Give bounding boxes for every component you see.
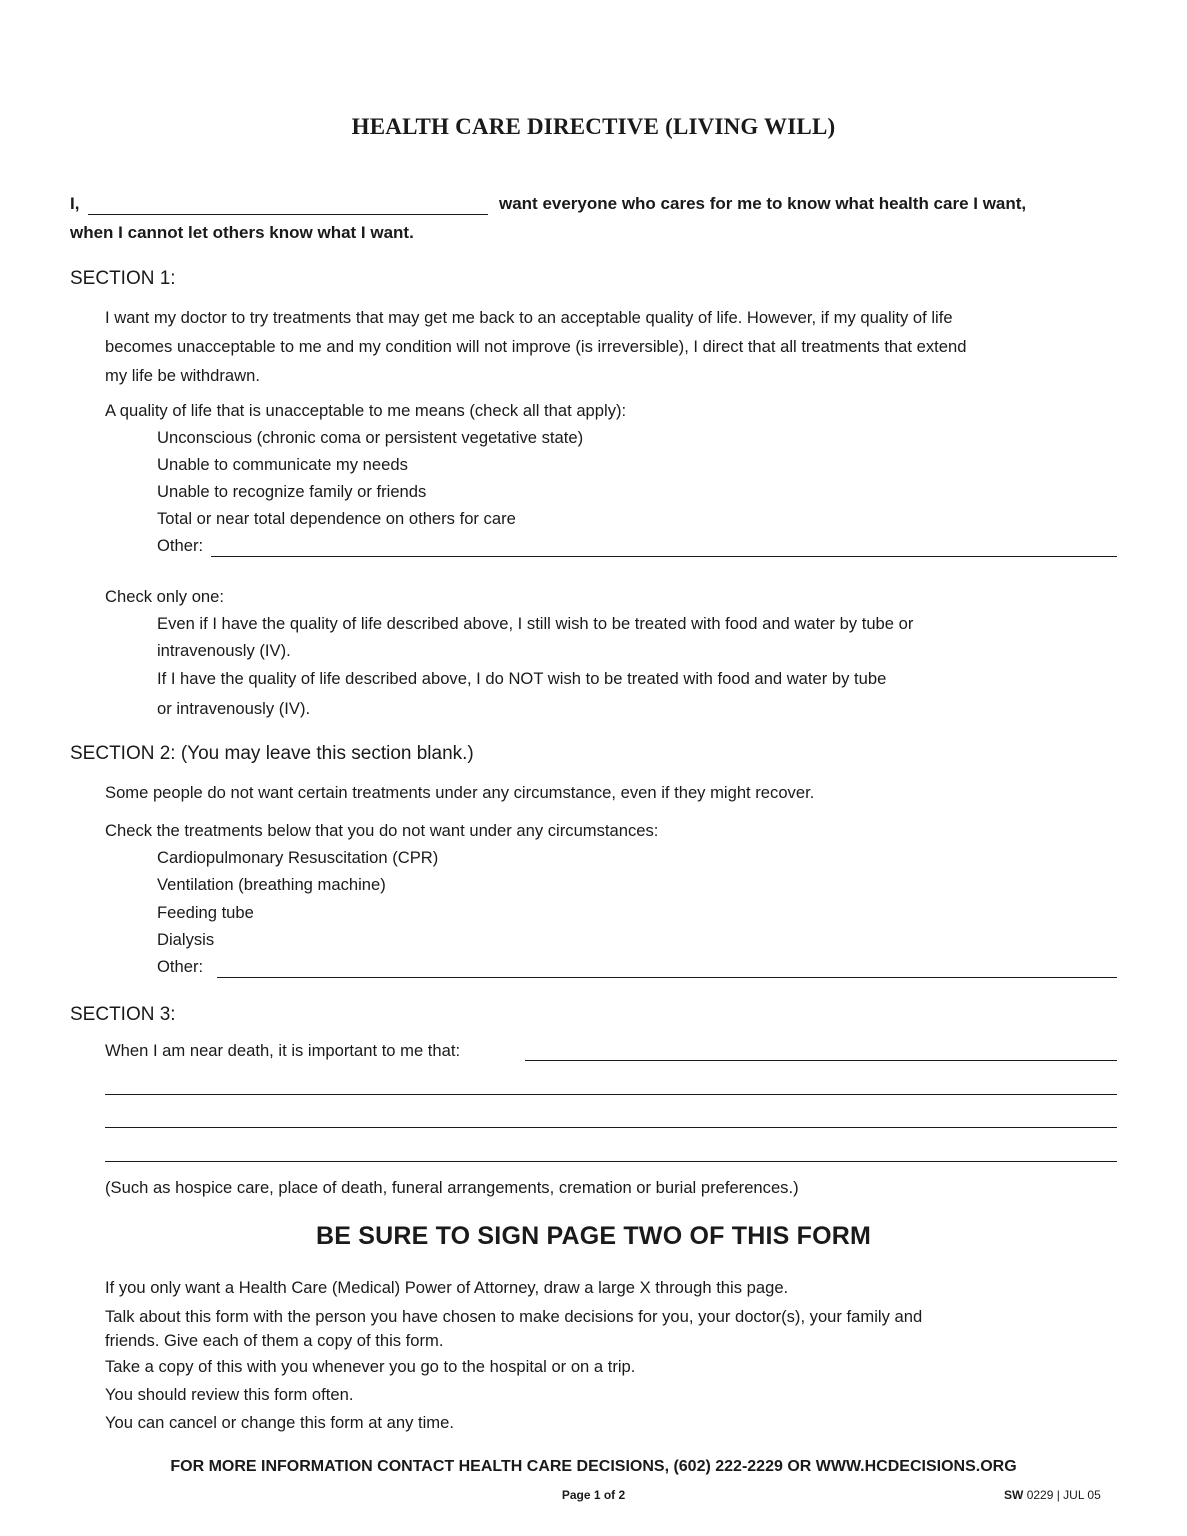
near-death-line[interactable]	[105, 1094, 1117, 1095]
intro-line-2: when I cannot let others know what I want.	[70, 223, 414, 242]
near-death-prompt: When I am near death, it is important to me that:	[105, 1041, 461, 1060]
quality-other-label: Other:	[157, 536, 204, 555]
treatment-option[interactable]: Ventilation (breathing machine)	[157, 875, 386, 894]
instruction-line: If you only want a Health Care (Medical) Power of Attorney, draw a large X through this page.	[105, 1278, 789, 1297]
name-blank-line[interactable]	[88, 214, 488, 215]
quality-option[interactable]: Total or near total dependence on others for care	[157, 509, 516, 528]
food-water-choice-no-cont: or intravenously (IV).	[157, 699, 311, 718]
section-1-paragraph-line: I want my doctor to try treatments that may get me back to an acceptable quality of life. However, if my quality of life	[105, 308, 953, 327]
form-code	[1004, 1488, 1101, 1502]
treatment-other-line[interactable]	[217, 977, 1117, 978]
section-1-paragraph-line: becomes unacceptable to me and my condition will not improve (is irreversible), I direct that all treatments that extend	[105, 337, 967, 356]
page-number: Page 1 of 2	[561, 1488, 626, 1502]
section-2-note: (You may leave this section blank.)	[180, 743, 474, 764]
footer-contact: FOR MORE INFORMATION CONTACT HEALTH CARE DECISIONS, (602) 222-2229 OR WWW.HCDECISIONS.ORG	[170, 1458, 1017, 1475]
quality-option[interactable]: Unable to communicate my needs	[157, 455, 408, 474]
food-water-choice-no[interactable]: If I have the quality of life described above, I do NOT wish to be treated with food and water by tube	[157, 669, 887, 688]
intro-suffix: want everyone who cares for me to know what health care I want,	[499, 194, 1027, 213]
intro-prefix: I,	[70, 194, 80, 213]
section-2-heading: SECTION 2:	[70, 743, 176, 764]
quality-option[interactable]: Unconscious (chronic coma or persistent vegetative state)	[157, 428, 584, 447]
food-water-choice-yes[interactable]: Even if I have the quality of life described above, I still wish to be treated with food and water by tube or	[157, 614, 914, 633]
instruction-line: friends. Give each of them a copy of this form.	[105, 1331, 444, 1350]
treatments-intro: Check the treatments below that you do not want under any circumstances:	[105, 821, 659, 840]
section-1-paragraph-line: my life be withdrawn.	[105, 366, 260, 385]
instruction-line: You should review this form often.	[105, 1385, 354, 1404]
check-only-one-label: Check only one:	[105, 587, 224, 606]
instruction-line: Take a copy of this with you whenever you go to the hospital or on a trip.	[105, 1357, 636, 1376]
page-title: HEALTH CARE DIRECTIVE (LIVING WILL)	[351, 114, 836, 139]
section-1-heading: SECTION 1:	[70, 268, 176, 289]
near-death-line[interactable]	[105, 1127, 1117, 1128]
near-death-line[interactable]	[525, 1060, 1117, 1061]
treatment-option[interactable]: Cardiopulmonary Resuscitation (CPR)	[157, 848, 439, 867]
instruction-line: You can cancel or change this form at any time.	[105, 1413, 454, 1432]
section-3-heading: SECTION 3:	[70, 1004, 176, 1025]
form-code-prefix: SW	[1004, 1488, 1024, 1502]
treatment-option[interactable]: Dialysis	[157, 930, 215, 949]
section-2-paragraph: Some people do not want certain treatments under any circumstance, even if they might recover.	[105, 783, 815, 802]
near-death-examples: (Such as hospice care, place of death, funeral arrangements, cremation or burial preferences.)	[105, 1178, 799, 1197]
food-water-choice-yes-cont: intravenously (IV).	[157, 641, 291, 660]
quality-other-line[interactable]	[211, 556, 1117, 557]
near-death-line[interactable]	[105, 1161, 1117, 1162]
sign-notice: BE SURE TO SIGN PAGE TWO OF THIS FORM	[315, 1222, 872, 1250]
instruction-line: Talk about this form with the person you have chosen to make decisions for you, your doctor(s), your family and	[105, 1307, 923, 1326]
treatment-other-label: Other:	[157, 957, 204, 976]
quality-option[interactable]: Unable to recognize family or friends	[157, 482, 427, 501]
quality-intro: A quality of life that is unacceptable to me means (check all that apply):	[105, 401, 627, 420]
treatment-option[interactable]: Feeding tube	[157, 903, 254, 922]
form-code-value: 0229 | JUL 05	[1026, 1488, 1101, 1502]
